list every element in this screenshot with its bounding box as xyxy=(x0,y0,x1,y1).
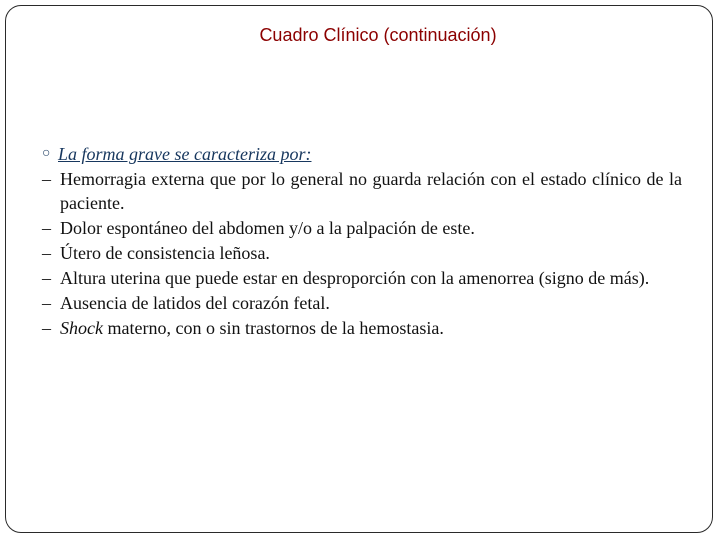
list-item: – Útero de consistencia leñosa. xyxy=(42,243,270,263)
list-item xyxy=(42,316,682,340)
shock-rest: materno, con o sin trastornos de la hemostasia. xyxy=(102,318,444,338)
lead-line xyxy=(42,142,682,166)
symptom-list xyxy=(42,167,682,340)
list-item: – Hemorragia externa que por lo general no guarda relación con el estado clínico de la paciente. xyxy=(42,169,682,213)
circle-bullet-icon: ○ xyxy=(42,146,51,161)
list-item: – Dolor espontáneo del abdomen y/o a la palpación de este. xyxy=(42,218,475,238)
dash-bullet: – xyxy=(42,169,51,189)
dash-bullet: – xyxy=(42,318,51,338)
dash-bullet: – xyxy=(42,268,51,288)
list-item: – Altura uterina que puede estar en desproporción con la amenorrea (signo de más). xyxy=(42,268,650,288)
list-item: – Ausencia de latidos del corazón fetal. xyxy=(42,293,330,313)
slide-content xyxy=(42,142,682,340)
dash-bullet: – xyxy=(42,293,51,313)
page-title: Cuadro Clínico (continuación) xyxy=(259,25,497,45)
dash-bullet: – xyxy=(42,243,51,263)
lead-text: La forma grave se caracteriza por: xyxy=(58,144,312,164)
shock-term: Shock xyxy=(60,318,103,338)
dash-bullet: – xyxy=(42,218,51,238)
